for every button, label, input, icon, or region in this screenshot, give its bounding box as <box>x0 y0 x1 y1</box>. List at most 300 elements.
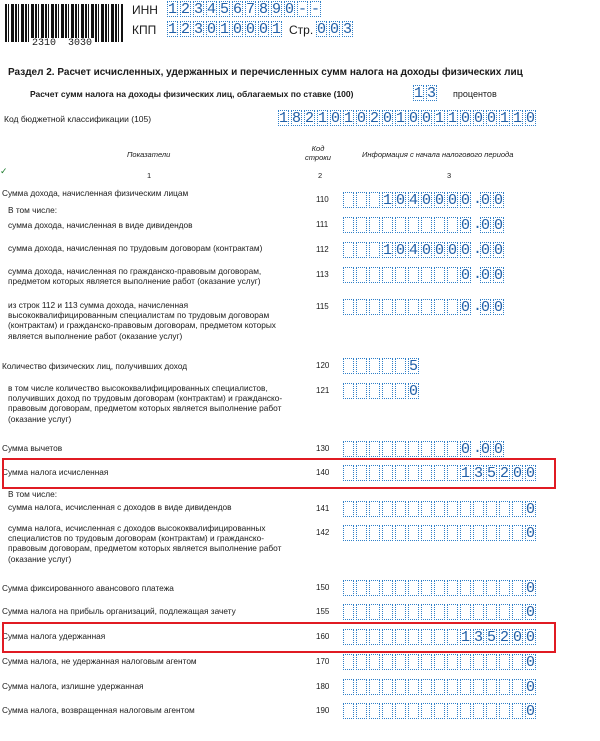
digit-cell[interactable] <box>447 501 458 517</box>
digit-cell[interactable] <box>369 383 380 399</box>
digit-cell[interactable]: 0 <box>422 110 432 127</box>
digit-cell[interactable]: 1 <box>168 1 178 18</box>
digit-cell[interactable] <box>343 242 354 258</box>
digit-cell[interactable] <box>499 525 510 541</box>
digit-cell[interactable] <box>382 679 393 695</box>
digit-cell[interactable] <box>356 358 367 374</box>
row-code: 111 <box>316 220 329 229</box>
digit-cell[interactable] <box>473 679 484 695</box>
row-code: 112 <box>316 245 329 254</box>
digit-cell[interactable]: 0 <box>422 242 432 259</box>
row-code: 150 <box>316 583 330 592</box>
digit-cell[interactable]: 1 <box>461 629 471 646</box>
digit-cell[interactable]: 0 <box>481 267 491 284</box>
digit-cell[interactable] <box>343 501 354 517</box>
row-value-field[interactable] <box>343 441 506 457</box>
digit-cell[interactable] <box>356 580 367 596</box>
digit-cell[interactable] <box>369 299 380 315</box>
digit-cell[interactable] <box>499 604 510 620</box>
digit-cell[interactable] <box>447 299 458 315</box>
digit-cell[interactable]: 0 <box>207 21 217 38</box>
digit-cell[interactable] <box>473 703 484 719</box>
digit-cell[interactable] <box>512 525 523 541</box>
digit-cell[interactable] <box>395 654 406 670</box>
digit-cell[interactable]: 1 <box>279 110 289 127</box>
digit-cell[interactable] <box>382 383 393 399</box>
digit-cell[interactable]: 0 <box>481 242 491 259</box>
digit-cell[interactable] <box>382 501 393 517</box>
kbk-field <box>278 110 538 126</box>
digit-cell[interactable]: 1 <box>383 242 393 259</box>
row-label: сумма налога, исчисленная с доходов в виде дивидендов <box>8 502 232 512</box>
digit-cell[interactable] <box>382 358 393 374</box>
digit-cell[interactable] <box>395 358 406 374</box>
digit-cell[interactable] <box>343 383 354 399</box>
digit-cell[interactable] <box>408 501 419 517</box>
row-label: Сумма налога удержанная <box>2 631 106 641</box>
digit-cell[interactable]: 3 <box>343 21 353 38</box>
digit-cell[interactable] <box>473 525 484 541</box>
digit-cell[interactable]: 0 <box>526 629 536 646</box>
digit-cell[interactable] <box>473 604 484 620</box>
digit-cell[interactable]: 3 <box>194 21 204 38</box>
digit-cell[interactable] <box>512 604 523 620</box>
digit-cell[interactable] <box>369 525 380 541</box>
barcode-number: 2310 3030 <box>32 38 93 49</box>
digit-cell[interactable] <box>356 604 367 620</box>
header-code: Код строки <box>305 144 331 162</box>
digit-cell[interactable] <box>434 604 445 620</box>
check-mark-icon: ✓ <box>0 166 8 176</box>
digit-cell[interactable]: 5 <box>409 358 419 375</box>
digit-cell[interactable]: 1 <box>500 110 510 127</box>
digit-cell[interactable] <box>447 267 458 283</box>
digit-cell[interactable] <box>486 679 497 695</box>
digit-cell[interactable]: 0 <box>494 267 504 284</box>
row-value-field[interactable] <box>343 703 538 719</box>
digit-cell[interactable] <box>382 267 393 283</box>
digit-cell[interactable] <box>421 217 432 233</box>
digit-cell[interactable]: 0 <box>526 679 536 696</box>
digit-cell[interactable] <box>408 525 419 541</box>
digit-cell[interactable] <box>395 679 406 695</box>
digit-cell[interactable] <box>486 703 497 719</box>
digit-cell[interactable] <box>356 703 367 719</box>
digit-cell[interactable] <box>434 525 445 541</box>
digit-cell[interactable]: 2 <box>370 110 380 127</box>
barcode <box>5 4 123 42</box>
digit-cell[interactable] <box>486 654 497 670</box>
digit-cell[interactable] <box>382 703 393 719</box>
digit-cell[interactable] <box>395 383 406 399</box>
digit-cell[interactable]: 0 <box>448 242 458 259</box>
digit-cell[interactable]: 1 <box>414 85 424 102</box>
digit-cell[interactable]: - <box>298 1 308 18</box>
decimal-point: . <box>473 440 483 457</box>
digit-cell[interactable]: 9 <box>272 1 282 18</box>
digit-cell[interactable] <box>343 267 354 283</box>
digit-cell[interactable] <box>408 580 419 596</box>
digit-cell[interactable]: 0 <box>357 110 367 127</box>
digit-cell[interactable]: 0 <box>474 110 484 127</box>
digit-cell[interactable]: 0 <box>513 629 523 646</box>
digit-cell[interactable] <box>460 525 471 541</box>
digit-cell[interactable] <box>499 580 510 596</box>
digit-cell[interactable] <box>447 703 458 719</box>
row-label: сумма налога, исчисленная с доходов высококвалифицированных специалистов по трудовым договорам (контрактам) и гражданско-правовым договорам, предметом которых является выполнение работ (оказание услуг) <box>8 523 282 564</box>
digit-cell[interactable]: 0 <box>526 525 536 542</box>
digit-cell[interactable] <box>369 604 380 620</box>
row-value-field[interactable] <box>343 192 506 208</box>
row-label: Сумма налога, не удержанная налоговым агентом <box>2 656 197 666</box>
row-value-field[interactable] <box>343 604 538 620</box>
digit-cell[interactable]: 8 <box>259 1 269 18</box>
row-code: 160 <box>316 632 330 641</box>
digit-cell[interactable]: 4 <box>409 242 419 259</box>
digit-cell[interactable]: 0 <box>435 192 445 209</box>
digit-cell[interactable]: 0 <box>494 299 504 316</box>
digit-cell[interactable]: 0 <box>396 192 406 209</box>
digit-cell[interactable]: 0 <box>448 192 458 209</box>
digit-cell[interactable] <box>434 580 445 596</box>
row-label: В том числе: <box>8 489 58 499</box>
digit-cell[interactable] <box>421 580 432 596</box>
digit-cell[interactable]: 0 <box>259 21 269 38</box>
digit-cell[interactable] <box>382 580 393 596</box>
digit-cell[interactable]: 1 <box>513 110 523 127</box>
section-title: Раздел 2. Расчет исчисленных, удержанных и перечисленных сумм налога на доходы физических лиц <box>8 67 523 78</box>
header-num-3: 3 <box>447 171 452 180</box>
digit-cell[interactable] <box>356 383 367 399</box>
digit-cell[interactable]: - <box>311 1 321 18</box>
digit-cell[interactable] <box>486 501 497 517</box>
digit-cell[interactable] <box>369 217 380 233</box>
digit-cell[interactable] <box>434 654 445 670</box>
digit-cell[interactable]: 0 <box>494 192 504 209</box>
digit-cell[interactable] <box>408 654 419 670</box>
digit-cell[interactable]: 3 <box>474 629 484 646</box>
row-value-field[interactable] <box>343 242 506 258</box>
page-label: Стр. <box>289 23 314 37</box>
digit-cell[interactable] <box>408 217 419 233</box>
digit-cell[interactable] <box>512 501 523 517</box>
row-label: сумма дохода, начисленная по гражданско-правовым договорам, предметом которых является выполнение работ (оказание услуг) <box>8 266 262 287</box>
digit-cell[interactable] <box>369 501 380 517</box>
digit-cell[interactable] <box>356 242 367 258</box>
digit-cell[interactable] <box>382 441 393 457</box>
row-code: 170 <box>316 657 330 666</box>
digit-cell[interactable] <box>369 441 380 457</box>
digit-cell[interactable]: 1 <box>396 110 406 127</box>
digit-cell[interactable] <box>421 604 432 620</box>
digit-cell[interactable]: 0 <box>461 217 471 234</box>
digit-cell[interactable] <box>356 654 367 670</box>
digit-cell[interactable] <box>434 299 445 315</box>
digit-cell[interactable]: 0 <box>330 21 340 38</box>
digit-cell[interactable]: 0 <box>494 441 504 458</box>
digit-cell[interactable] <box>343 580 354 596</box>
digit-cell[interactable] <box>434 501 445 517</box>
digit-cell[interactable]: 2 <box>500 629 510 646</box>
digit-cell[interactable]: 0 <box>435 242 445 259</box>
row-code: 120 <box>316 361 330 370</box>
digit-cell[interactable] <box>356 299 367 315</box>
digit-cell[interactable]: 3 <box>194 1 204 18</box>
digit-cell[interactable] <box>369 242 380 258</box>
digit-cell[interactable]: 1 <box>448 110 458 127</box>
digit-cell[interactable] <box>512 703 523 719</box>
highlight-row-160 <box>2 622 556 653</box>
digit-cell[interactable] <box>408 441 419 457</box>
digit-cell[interactable]: 7 <box>246 1 256 18</box>
digit-cell[interactable] <box>408 267 419 283</box>
digit-cell[interactable]: 0 <box>461 110 471 127</box>
digit-cell[interactable] <box>382 525 393 541</box>
digit-cell[interactable]: 6 <box>233 1 243 18</box>
digit-cell[interactable] <box>408 299 419 315</box>
header-num-1: 1 <box>147 171 152 180</box>
digit-cell[interactable] <box>369 654 380 670</box>
digit-cell[interactable] <box>343 679 354 695</box>
digit-cell[interactable]: 2 <box>181 21 191 38</box>
digit-cell[interactable]: 0 <box>487 110 497 127</box>
digit-cell[interactable]: 0 <box>526 110 536 127</box>
digit-cell[interactable] <box>343 192 354 208</box>
digit-cell[interactable]: 0 <box>461 192 471 209</box>
digit-cell[interactable] <box>447 679 458 695</box>
digit-cell[interactable]: 2 <box>500 465 510 482</box>
digit-cell[interactable]: 0 <box>331 110 341 127</box>
digit-cell[interactable]: 0 <box>396 242 406 259</box>
digit-cell[interactable]: 0 <box>409 110 419 127</box>
digit-cell[interactable] <box>369 267 380 283</box>
digit-cell[interactable]: 1 <box>383 192 393 209</box>
digit-cell[interactable] <box>369 580 380 596</box>
row-value-field[interactable] <box>343 358 421 374</box>
digit-cell[interactable]: 0 <box>526 604 536 621</box>
digit-cell[interactable] <box>473 501 484 517</box>
digit-cell[interactable] <box>421 267 432 283</box>
digit-cell[interactable] <box>460 501 471 517</box>
digit-cell[interactable]: 0 <box>494 242 504 259</box>
digit-cell[interactable] <box>421 525 432 541</box>
digit-cell[interactable] <box>512 679 523 695</box>
digit-cell[interactable] <box>486 525 497 541</box>
digit-cell[interactable] <box>421 501 432 517</box>
digit-cell[interactable] <box>486 604 497 620</box>
digit-cell[interactable]: 0 <box>461 267 471 284</box>
digit-cell[interactable] <box>460 580 471 596</box>
digit-cell[interactable] <box>460 654 471 670</box>
digit-cell[interactable]: 0 <box>481 441 491 458</box>
digit-cell[interactable]: 1 <box>220 21 230 38</box>
digit-cell[interactable] <box>369 679 380 695</box>
digit-cell[interactable] <box>395 604 406 620</box>
digit-cell[interactable] <box>343 604 354 620</box>
digit-cell[interactable]: 1 <box>272 21 282 38</box>
digit-cell[interactable] <box>512 654 523 670</box>
digit-cell[interactable] <box>395 525 406 541</box>
digit-cell[interactable] <box>382 299 393 315</box>
header-num-2: 2 <box>318 171 323 180</box>
digit-cell[interactable] <box>421 679 432 695</box>
digit-cell[interactable] <box>499 679 510 695</box>
rate-unit: процентов <box>453 89 497 99</box>
digit-cell[interactable]: 0 <box>461 441 471 458</box>
digit-cell[interactable]: 5 <box>220 1 230 18</box>
kpp-field <box>167 21 284 37</box>
digit-cell[interactable] <box>512 580 523 596</box>
digit-cell[interactable] <box>356 192 367 208</box>
digit-cell[interactable]: 0 <box>409 383 419 400</box>
digit-cell[interactable] <box>499 703 510 719</box>
digit-cell[interactable] <box>343 299 354 315</box>
digit-cell[interactable]: 0 <box>461 242 471 259</box>
digit-cell[interactable] <box>460 604 471 620</box>
digit-cell[interactable]: 0 <box>422 192 432 209</box>
digit-cell[interactable]: 1 <box>461 465 471 482</box>
digit-cell[interactable] <box>434 679 445 695</box>
digit-cell[interactable] <box>395 267 406 283</box>
row-code: 121 <box>316 386 330 395</box>
highlight-row-140 <box>2 458 556 489</box>
digit-cell[interactable]: 0 <box>481 217 491 234</box>
row-value-field[interactable] <box>343 501 538 517</box>
digit-cell[interactable] <box>395 580 406 596</box>
digit-cell[interactable]: 0 <box>526 501 536 518</box>
row-value-field[interactable] <box>343 299 506 315</box>
digit-cell[interactable]: 1 <box>344 110 354 127</box>
digit-cell[interactable] <box>434 267 445 283</box>
digit-cell[interactable] <box>382 604 393 620</box>
digit-cell[interactable] <box>447 604 458 620</box>
digit-cell[interactable]: 3 <box>427 85 437 102</box>
digit-cell[interactable]: 0 <box>481 299 491 316</box>
digit-cell[interactable] <box>434 441 445 457</box>
digit-cell[interactable] <box>408 604 419 620</box>
row-value-field[interactable] <box>343 654 538 670</box>
digit-cell[interactable] <box>447 654 458 670</box>
digit-cell[interactable] <box>447 217 458 233</box>
digit-cell[interactable]: 3 <box>474 465 484 482</box>
digit-cell[interactable] <box>421 703 432 719</box>
digit-cell[interactable] <box>343 217 354 233</box>
row-value-field[interactable] <box>343 383 421 399</box>
digit-cell[interactable] <box>434 217 445 233</box>
digit-cell[interactable]: 8 <box>292 110 302 127</box>
digit-cell[interactable]: 2 <box>181 1 191 18</box>
digit-cell[interactable]: 0 <box>526 654 536 671</box>
digit-cell[interactable] <box>447 441 458 457</box>
digit-cell[interactable]: 0 <box>461 299 471 316</box>
digit-cell[interactable]: 0 <box>246 21 256 38</box>
row-value-field[interactable] <box>343 525 538 541</box>
digit-cell[interactable] <box>460 703 471 719</box>
digit-cell[interactable] <box>408 679 419 695</box>
digit-cell[interactable] <box>369 703 380 719</box>
digit-cell[interactable] <box>395 703 406 719</box>
digit-cell[interactable] <box>434 703 445 719</box>
digit-cell[interactable] <box>343 441 354 457</box>
digit-cell[interactable] <box>356 501 367 517</box>
digit-cell[interactable]: 4 <box>207 1 217 18</box>
digit-cell[interactable] <box>473 654 484 670</box>
row-label: Сумма налога исчисленная <box>2 467 109 477</box>
digit-cell[interactable] <box>382 217 393 233</box>
digit-cell[interactable] <box>343 358 354 374</box>
row-value-field[interactable] <box>343 580 538 596</box>
digit-cell[interactable]: 2 <box>305 110 315 127</box>
row-label: Сумма налога на прибыль организаций, подлежащая зачету <box>2 606 236 616</box>
digit-cell[interactable] <box>421 299 432 315</box>
header-indicators: Показатели <box>127 150 171 159</box>
digit-cell[interactable] <box>486 580 497 596</box>
digit-cell[interactable]: 1 <box>168 21 178 38</box>
digit-cell[interactable] <box>395 217 406 233</box>
digit-cell[interactable]: 4 <box>409 192 419 209</box>
row-code: 141 <box>316 504 330 513</box>
decimal-point: . <box>473 241 483 258</box>
digit-cell[interactable] <box>369 192 380 208</box>
digit-cell[interactable] <box>395 441 406 457</box>
digit-cell[interactable] <box>343 654 354 670</box>
digit-cell[interactable]: 0 <box>494 217 504 234</box>
digit-cell[interactable] <box>421 654 432 670</box>
digit-cell[interactable]: 0 <box>317 21 327 38</box>
digit-cell[interactable] <box>356 267 367 283</box>
digit-cell[interactable] <box>356 525 367 541</box>
digit-cell[interactable] <box>460 679 471 695</box>
digit-cell[interactable]: 1 <box>435 110 445 127</box>
digit-cell[interactable]: 0 <box>526 703 536 720</box>
digit-cell[interactable] <box>421 441 432 457</box>
digit-cell[interactable]: 0 <box>285 1 295 18</box>
digit-cell[interactable] <box>356 679 367 695</box>
row-code: 155 <box>316 607 330 616</box>
digit-cell[interactable]: 0 <box>233 21 243 38</box>
digit-cell[interactable] <box>343 525 354 541</box>
row-value-field[interactable] <box>343 679 538 695</box>
digit-cell[interactable] <box>395 299 406 315</box>
digit-cell[interactable] <box>356 441 367 457</box>
digit-cell[interactable]: 1 <box>318 110 328 127</box>
digit-cell[interactable]: 0 <box>481 192 491 209</box>
digit-cell[interactable] <box>499 654 510 670</box>
row-value-field[interactable] <box>343 267 506 283</box>
digit-cell[interactable] <box>343 703 354 719</box>
row-label: В том числе: <box>8 205 58 215</box>
digit-cell[interactable] <box>447 580 458 596</box>
decimal-point: . <box>473 191 483 208</box>
tax-rate-field <box>413 85 439 101</box>
digit-cell[interactable] <box>447 525 458 541</box>
digit-cell[interactable]: 5 <box>487 465 497 482</box>
row-value-field[interactable] <box>343 217 506 233</box>
digit-cell[interactable]: 0 <box>383 110 393 127</box>
digit-cell[interactable] <box>408 703 419 719</box>
kpp-label: КПП <box>132 23 157 37</box>
digit-cell[interactable] <box>382 654 393 670</box>
digit-cell[interactable] <box>356 217 367 233</box>
digit-cell[interactable] <box>499 501 510 517</box>
digit-cell[interactable] <box>395 501 406 517</box>
digit-cell[interactable]: 0 <box>526 465 536 482</box>
digit-cell[interactable] <box>369 358 380 374</box>
digit-cell[interactable]: 5 <box>487 629 497 646</box>
digit-cell[interactable]: 0 <box>513 465 523 482</box>
digit-cell[interactable]: 0 <box>526 580 536 597</box>
digit-cell[interactable] <box>473 580 484 596</box>
